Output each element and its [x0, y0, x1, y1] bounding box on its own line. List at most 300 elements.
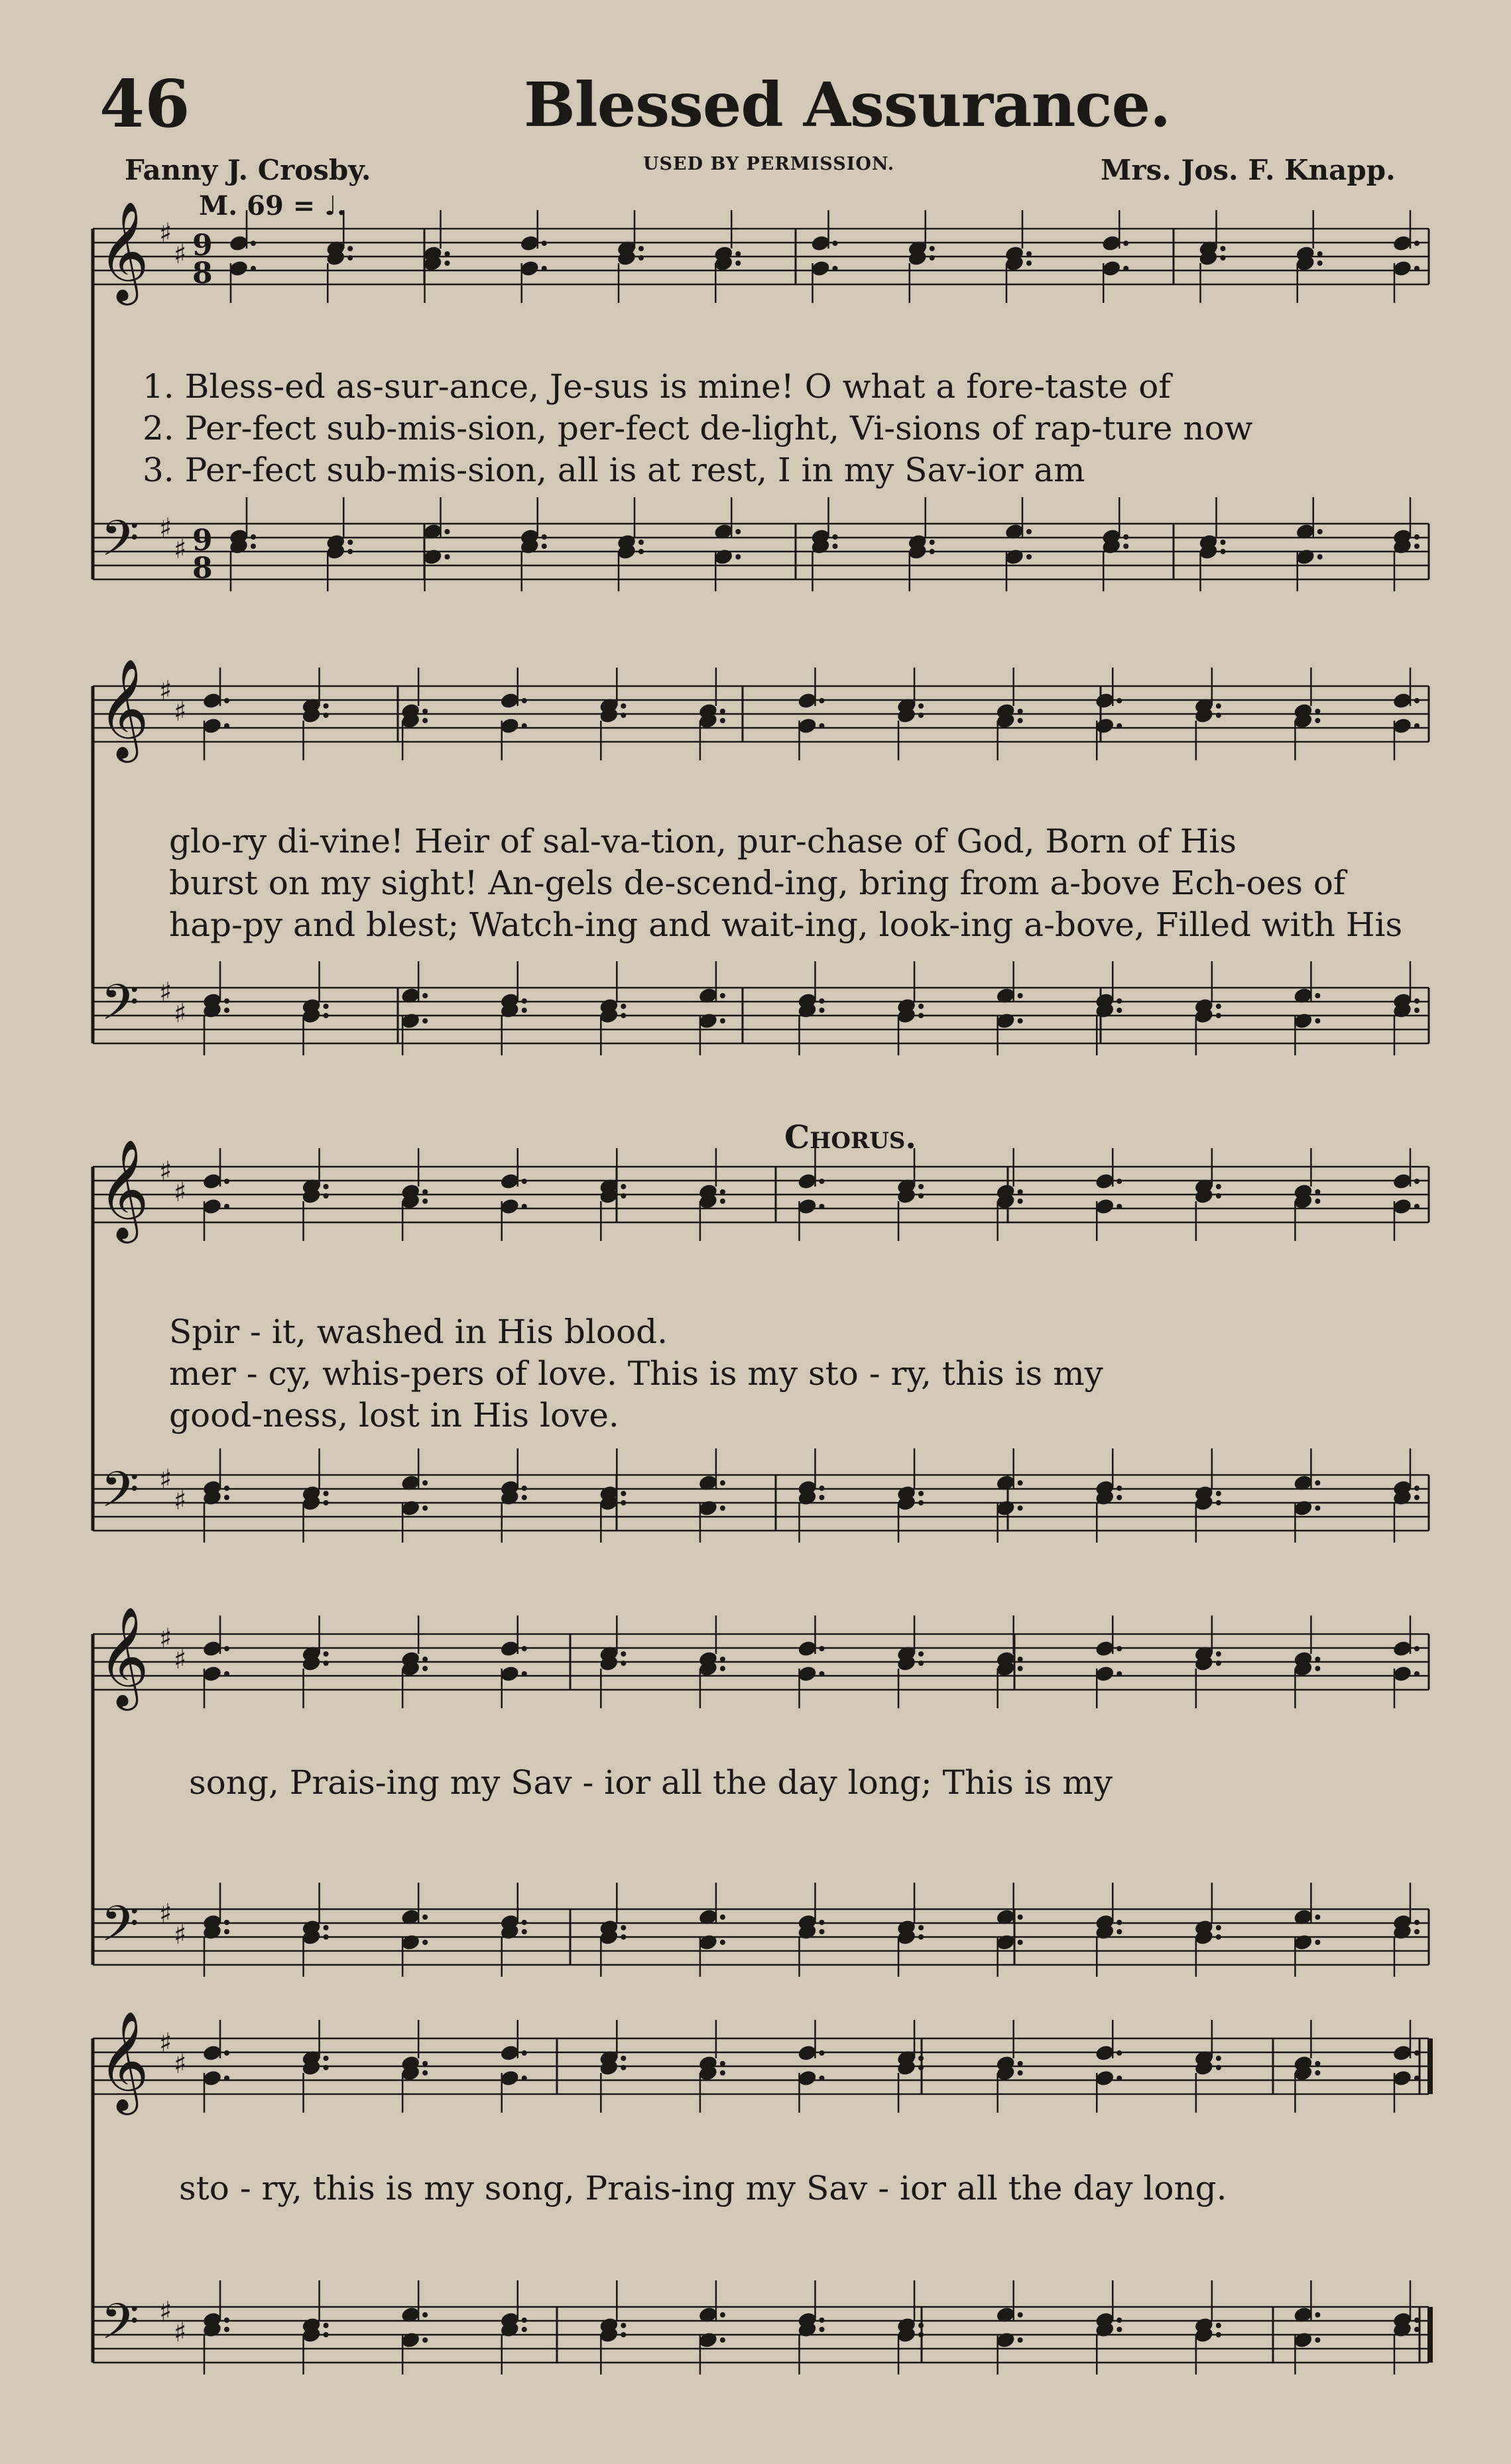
- dot: [422, 993, 428, 998]
- dot: [621, 2332, 626, 2337]
- dot: [224, 2076, 229, 2081]
- dot: [1216, 1004, 1221, 1009]
- dot: [918, 2323, 924, 2328]
- dot: [1216, 2065, 1221, 2070]
- dot: [1117, 1929, 1122, 1934]
- dot: [720, 2312, 725, 2317]
- dot: [1216, 1013, 1221, 1018]
- dot: [918, 1193, 924, 1199]
- dot: [1315, 1199, 1320, 1204]
- dot: [1117, 2317, 1122, 2323]
- lyric-verse2-line3: mer - cy, whis-pers of love. This is my sto - ry, this is my: [169, 1354, 1103, 1393]
- dot: [422, 2070, 428, 2076]
- dot: [224, 1920, 229, 1925]
- dot: [621, 1193, 626, 1199]
- dot: [1317, 261, 1323, 266]
- dot: [251, 534, 256, 540]
- dot: [522, 1486, 527, 1491]
- treble-clef: 𝄞: [98, 1606, 149, 1706]
- dot: [819, 698, 825, 703]
- dot: [522, 2327, 527, 2332]
- dot: [522, 1671, 527, 1676]
- dot: [224, 998, 229, 1004]
- dot: [324, 2323, 329, 2328]
- dot: [1315, 2061, 1320, 2066]
- dot: [224, 2327, 229, 2332]
- dot: [422, 718, 428, 723]
- dot: [918, 2332, 924, 2337]
- dot: [1216, 1491, 1221, 1496]
- dot: [833, 544, 838, 549]
- dot: [833, 266, 838, 271]
- dot: [324, 1934, 329, 1940]
- dot: [324, 703, 329, 709]
- dot: [522, 1204, 527, 1209]
- dot: [347, 540, 353, 545]
- dot: [1221, 255, 1226, 261]
- dot: [422, 1018, 428, 1024]
- dot: [1414, 1646, 1420, 1651]
- sharp-sign: ♯: [174, 1486, 187, 1516]
- dot: [930, 246, 935, 251]
- dot: [621, 1184, 626, 1189]
- dot: [324, 713, 329, 718]
- dot: [1026, 261, 1032, 266]
- sharp-sign: ♯: [174, 2049, 187, 2080]
- dot: [1414, 241, 1420, 246]
- dot: [224, 698, 229, 703]
- dot: [1315, 1018, 1320, 1024]
- dot: [1414, 1179, 1420, 1184]
- dot: [1315, 1480, 1320, 1486]
- dot: [522, 1008, 527, 1013]
- dot: [1315, 1657, 1320, 1662]
- dot: [324, 1004, 329, 1009]
- dot: [422, 1657, 428, 1662]
- dot: [621, 1661, 626, 1666]
- dot: [621, 703, 626, 709]
- dot: [522, 698, 527, 703]
- dot: [918, 1500, 924, 1505]
- dot: [720, 1666, 725, 1671]
- treble-clef: 𝄞: [98, 200, 149, 301]
- dot: [1414, 534, 1420, 540]
- dot: [833, 241, 838, 246]
- treble-clef: 𝄞: [98, 658, 149, 758]
- dot: [224, 2050, 229, 2056]
- dot: [1315, 1666, 1320, 1671]
- author-credit: Fanny J. Crosby.: [125, 154, 371, 186]
- dot: [1117, 2327, 1122, 2332]
- dot: [224, 1008, 229, 1013]
- dot: [819, 1204, 825, 1209]
- dot: [1414, 1671, 1420, 1676]
- dot: [735, 554, 741, 559]
- dot: [347, 549, 353, 554]
- dot: [422, 709, 428, 714]
- time-signature: 9: [192, 229, 213, 263]
- lyric-verse2-line2: burst on my sight! An-gels de-scend-ing, bring from a-bove Ech-oes of: [169, 864, 1346, 902]
- dot: [638, 246, 644, 251]
- dot: [720, 709, 725, 714]
- dot: [918, 1013, 924, 1018]
- sharp-sign: ♯: [174, 534, 187, 565]
- composer-credit: Mrs. Jos. F. Knapp.: [1101, 154, 1396, 186]
- dot: [819, 1929, 825, 1934]
- dot: [224, 1646, 229, 1651]
- sharp-sign: ♯: [174, 998, 187, 1029]
- dot: [1315, 1505, 1320, 1511]
- dot: [720, 993, 725, 998]
- dot: [251, 544, 256, 549]
- dot: [522, 1929, 527, 1934]
- dot: [422, 2312, 428, 2317]
- dot: [1315, 718, 1320, 723]
- dot: [1216, 1184, 1221, 1189]
- dot: [224, 1671, 229, 1676]
- dot: [1317, 554, 1323, 559]
- dot: [1216, 1651, 1221, 1657]
- dot: [1315, 993, 1320, 998]
- dot: [1414, 698, 1420, 703]
- sharp-sign: ♯: [159, 513, 172, 544]
- lyric-verse3-line3: good-ness, lost in His love.: [169, 1396, 619, 1435]
- time-signature: 9: [192, 524, 213, 557]
- dot: [1117, 1646, 1122, 1651]
- sharp-sign: ♯: [159, 675, 172, 706]
- dot: [1216, 1193, 1221, 1199]
- hymn-title: Blessed Assurance.: [524, 69, 1171, 141]
- dot: [720, 2061, 725, 2066]
- dot: [347, 246, 353, 251]
- dot: [522, 1646, 527, 1651]
- dot: [1414, 1486, 1420, 1491]
- dot: [918, 1934, 924, 1940]
- dot: [1018, 1189, 1023, 1195]
- lyric-verse3-line1: 3. Per-fect sub-mis-sion, all is at rest, I in my Sav-ior am: [143, 451, 1085, 489]
- dot: [1117, 698, 1122, 703]
- dot: [621, 2065, 626, 2070]
- dot: [833, 534, 838, 540]
- dot: [621, 1004, 626, 1009]
- dot: [422, 1199, 428, 1204]
- dot: [720, 718, 725, 723]
- dot: [445, 554, 450, 559]
- dot: [1216, 713, 1221, 718]
- dot: [930, 549, 935, 554]
- dot: [224, 2317, 229, 2323]
- dot: [638, 549, 644, 554]
- sharp-sign: ♯: [159, 1464, 172, 1495]
- dot: [918, 1491, 924, 1496]
- dot: [1117, 1204, 1122, 1209]
- dot: [1414, 2076, 1420, 2081]
- sharp-sign: ♯: [174, 1920, 187, 1950]
- dot: [422, 1666, 428, 1671]
- dot: [1018, 2312, 1023, 2317]
- sharp-sign: ♯: [174, 697, 187, 727]
- dot: [1026, 554, 1032, 559]
- dot: [1018, 1914, 1023, 1920]
- dot: [1117, 1008, 1122, 1013]
- dot: [1216, 2332, 1221, 2337]
- dot: [1216, 1661, 1221, 1666]
- dot: [324, 2056, 329, 2061]
- dot: [251, 241, 256, 246]
- time-signature: 8: [192, 257, 213, 290]
- dot: [819, 998, 825, 1004]
- hymn-number: 46: [99, 66, 190, 143]
- dot: [422, 1189, 428, 1195]
- dot: [1018, 1666, 1023, 1671]
- dot: [1414, 1929, 1420, 1934]
- dot: [422, 2337, 428, 2343]
- dot: [1018, 993, 1023, 998]
- dot: [720, 1189, 725, 1195]
- dot: [422, 1914, 428, 1920]
- dot: [1221, 549, 1226, 554]
- dot: [1216, 1500, 1221, 1505]
- dot: [621, 1013, 626, 1018]
- dot: [522, 1495, 527, 1500]
- dot: [819, 2327, 825, 2332]
- dot: [1018, 1940, 1023, 1945]
- dot: [522, 2076, 527, 2081]
- dot: [621, 1491, 626, 1496]
- dot: [251, 266, 256, 271]
- dot: [1315, 1914, 1320, 1920]
- dot: [1315, 2070, 1320, 2076]
- dot: [1414, 723, 1420, 729]
- dot: [621, 1925, 626, 1930]
- dot: [1018, 718, 1023, 723]
- dot: [735, 529, 741, 534]
- dot: [1221, 540, 1226, 545]
- dot: [324, 1925, 329, 1930]
- dot: [918, 713, 924, 718]
- sharp-sign: ♯: [159, 1899, 172, 1929]
- dot: [1117, 998, 1122, 1004]
- dot: [735, 251, 741, 257]
- dot: [522, 2050, 527, 2056]
- dot: [1123, 266, 1128, 271]
- sharp-sign: ♯: [174, 239, 187, 270]
- lyric-verse1-line1: 1. Bless-ed as-sur-ance, Je-sus is mine! O what a fore-taste of: [143, 367, 1171, 406]
- lyric-verse3-line2: hap-py and blest; Watch-ing and wait-ing, look-ing a-bove, Filled with His: [169, 906, 1403, 944]
- dot: [1315, 2312, 1320, 2317]
- dot: [1026, 529, 1032, 534]
- dot: [1414, 2050, 1420, 2056]
- dot: [1315, 1940, 1320, 1945]
- dot: [1026, 251, 1032, 257]
- sharp-sign: ♯: [159, 218, 172, 249]
- bass-clef: 𝄢: [101, 510, 139, 579]
- bass-clef: 𝄢: [101, 2293, 139, 2363]
- dot: [819, 1486, 825, 1491]
- dot: [918, 2056, 924, 2061]
- dot: [324, 2332, 329, 2337]
- dot: [1117, 1495, 1122, 1500]
- dot: [1018, 1480, 1023, 1486]
- lyric-verse2-line1: 2. Per-fect sub-mis-sion, per-fect de-light, Vi-sions of rap-ture now: [143, 409, 1253, 447]
- dot: [1414, 2327, 1420, 2332]
- dot: [445, 261, 450, 266]
- sharp-sign: ♯: [159, 2028, 172, 2058]
- dot: [720, 1914, 725, 1920]
- dot: [1414, 2317, 1420, 2323]
- dot: [445, 529, 450, 534]
- sharp-sign: ♯: [159, 2296, 172, 2327]
- chorus-label: Chorus.: [784, 1119, 917, 1156]
- dot: [621, 1934, 626, 1940]
- dot: [918, 2065, 924, 2070]
- dot: [819, 1671, 825, 1676]
- dot: [1216, 2323, 1221, 2328]
- dot: [1123, 534, 1128, 540]
- dot: [224, 1929, 229, 1934]
- dot: [542, 241, 547, 246]
- dot: [1216, 1934, 1221, 1940]
- sharp-sign: ♯: [174, 1645, 187, 1675]
- bass-clef: 𝄢: [101, 1895, 139, 1965]
- lyric-chorus-line2: sto - ry, this is my song, Prais-ing my Sav - ior all the day long.: [179, 2169, 1227, 2207]
- bass-clef: 𝄢: [101, 974, 139, 1043]
- dot: [1117, 723, 1122, 729]
- permission-note: USED BY PERMISSION.: [643, 154, 895, 174]
- dot: [1315, 709, 1320, 714]
- lyric-verse1-line3: Spir - it, washed in His blood.: [169, 1313, 668, 1351]
- dot: [720, 1505, 725, 1511]
- dot: [1414, 1920, 1420, 1925]
- dot: [224, 1179, 229, 1184]
- dot: [1117, 1486, 1122, 1491]
- dot: [1216, 1925, 1221, 1930]
- dot: [1117, 1671, 1122, 1676]
- dot: [918, 1004, 924, 1009]
- dot: [324, 2065, 329, 2070]
- dot: [324, 1491, 329, 1496]
- dot: [819, 1179, 825, 1184]
- dot: [720, 1480, 725, 1486]
- treble-clef: 𝄞: [98, 1138, 149, 1239]
- dot: [324, 1013, 329, 1018]
- dot: [324, 1651, 329, 1657]
- dot: [542, 266, 547, 271]
- dot: [621, 1651, 626, 1657]
- dot: [1018, 709, 1023, 714]
- dot: [1317, 251, 1323, 257]
- dot: [819, 1920, 825, 1925]
- dot: [224, 1495, 229, 1500]
- dot: [930, 540, 935, 545]
- dot: [819, 2317, 825, 2323]
- dot: [720, 1199, 725, 1204]
- dot: [542, 534, 547, 540]
- lyric-verse1-line2: glo-ry di-vine! Heir of sal-va-tion, pur-chase of God, Born of His: [169, 822, 1237, 860]
- dot: [1123, 241, 1128, 246]
- dot: [1414, 266, 1420, 271]
- dot: [224, 723, 229, 729]
- dot: [1317, 529, 1323, 534]
- dot: [422, 1505, 428, 1511]
- dot: [522, 723, 527, 729]
- dot: [1414, 1204, 1420, 1209]
- dot: [1221, 246, 1226, 251]
- dot: [422, 2061, 428, 2066]
- dot: [542, 544, 547, 549]
- dot: [1414, 1495, 1420, 1500]
- dot: [324, 1193, 329, 1199]
- lyric-chorus-line1: song, Prais-ing my Sav - ior all the day long; This is my: [189, 1763, 1113, 1802]
- dot: [720, 1940, 725, 1945]
- dot: [1414, 998, 1420, 1004]
- bass-clef: 𝄢: [101, 1461, 139, 1531]
- dot: [324, 1661, 329, 1666]
- dot: [1117, 2076, 1122, 2081]
- dot: [445, 251, 450, 257]
- dot: [621, 2323, 626, 2328]
- dot: [324, 1184, 329, 1189]
- dot: [720, 2070, 725, 2076]
- dot: [1216, 703, 1221, 709]
- dot: [819, 2050, 825, 2056]
- dot: [918, 1925, 924, 1930]
- dot: [1018, 2070, 1023, 2076]
- dot: [819, 1008, 825, 1013]
- dot: [1123, 544, 1128, 549]
- dot: [819, 723, 825, 729]
- dot: [1315, 2337, 1320, 2343]
- dot: [522, 998, 527, 1004]
- dot: [1315, 1189, 1320, 1195]
- dot: [720, 1018, 725, 1024]
- dot: [621, 1500, 626, 1505]
- dot: [422, 1940, 428, 1945]
- sharp-sign: ♯: [159, 977, 172, 1008]
- dot: [1018, 2337, 1023, 2343]
- dot: [224, 1204, 229, 1209]
- dot: [422, 1480, 428, 1486]
- dot: [347, 255, 353, 261]
- dot: [621, 2056, 626, 2061]
- dot: [1018, 1018, 1023, 1024]
- dot: [819, 1495, 825, 1500]
- dot: [224, 1486, 229, 1491]
- dot: [1117, 2050, 1122, 2056]
- dot: [1117, 1920, 1122, 1925]
- dot: [1414, 1008, 1420, 1013]
- dot: [1018, 1505, 1023, 1511]
- sharp-sign: ♯: [159, 1156, 172, 1187]
- dot: [638, 255, 644, 261]
- dot: [735, 261, 741, 266]
- dot: [1216, 2056, 1221, 2061]
- dot: [918, 703, 924, 709]
- dot: [522, 1920, 527, 1925]
- dot: [1018, 1199, 1023, 1204]
- dot: [819, 2076, 825, 2081]
- dot: [1018, 1657, 1023, 1662]
- dot: [918, 1651, 924, 1657]
- dot: [1414, 544, 1420, 549]
- dot: [918, 1184, 924, 1189]
- dot: [324, 1500, 329, 1505]
- dot: [621, 713, 626, 718]
- sharp-sign: ♯: [174, 2317, 187, 2348]
- treble-clef: 𝄞: [98, 2010, 149, 2111]
- dot: [1018, 2061, 1023, 2066]
- dot: [819, 1646, 825, 1651]
